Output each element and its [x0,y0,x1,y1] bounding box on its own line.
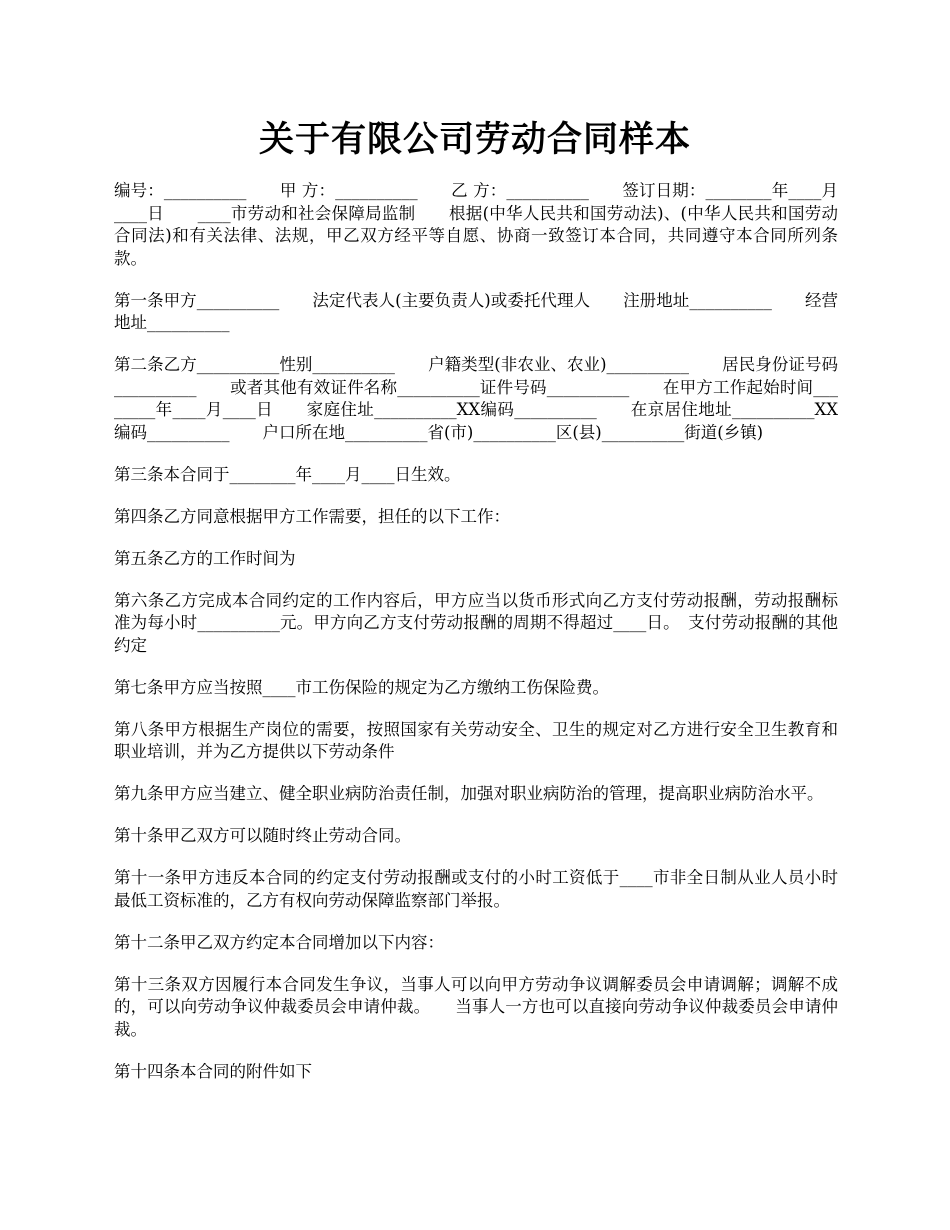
paragraph-article-10: 第十条甲乙双方可以随时终止劳动合同。 [114,826,411,845]
paragraph-article-13: 第十三条双方因履行本合同发生争议，当事人可以向甲方劳动争议调解委员会申请调解；调解不成的，可以向劳动争议仲裁委员会申请仲裁。 当事人一方也可以直接向劳动争议仲裁委员会申请仲裁。 [114,974,838,1039]
document-title: 关于有限公司劳动合同样本 [258,119,691,160]
paragraph-article-3: 第三条本合同于________年____月____日生效。 [114,464,461,484]
paragraph-article-6: 第六条乙方完成本合同约定的工作内容后，甲方应当以货币形式向乙方支付劳动报酬，劳动报酬标准为每小时__________元。甲方向乙方支付劳动报酬的周期不得超过____日。 支付劳动报酬的其他约定 [114,590,838,655]
paragraph-article-5: 第五条乙方的工作时间为 [114,548,296,568]
paragraph-article-12: 第十二条甲乙双方约定本合同增加以下内容： [114,932,444,952]
paragraph-article-11: 第十一条甲方违反本合同的约定支付劳动报酬或支付的小时工资低于____市非全日制从业人员小时最低工资标准的，乙方有权向劳动保障监察部门举报。 [114,868,838,910]
paragraph-article-8: 第八条甲方根据生产岗位的需要，按照国家有关劳动安全、卫生的规定对乙方进行安全卫生教育和职业培训，并为乙方提供以下劳动条件 [114,719,838,761]
paragraph-article-14: 第十四条本合同的附件如下 [114,1061,312,1081]
paragraph-article-1: 第一条甲方__________ 法定代表人(主要负责人)或委托代理人 注册地址__________ 经营地址__________ [114,290,838,332]
document-body [114,180,838,1103]
paragraph-article-2: 第二条乙方__________性别__________ 户籍类型(非农业、农业)__________ 居民身份证号码__________ 或者其他有效证件名称__________证件号码__________ 在甲方工作起始时间________年____月____日 家庭住址__________XX编码__________ 在京居住地址__________XX编码__________ 户口所在地__________省(市)__________区(县)__________街道(乡镇) [114,355,838,442]
paragraph-article-7: 第七条甲方应当按照____市工伤保险的规定为乙方缴纳工伤保险费。 [114,677,609,697]
paragraph-article-4: 第四条乙方同意根据甲方工作需要，担任的以下工作： [114,506,510,526]
paragraph-article-9: 第九条甲方应当建立、健全职业病防治责任制，加强对职业病防治的管理，提高职业病防治水平。 [114,784,824,803]
paragraph-preamble: 编号：__________ 甲 方：__________ 乙 方：__________ 签订日期：________年____月____日 ____市劳动和社会保障局监制 根据(中华人民共和国劳动法)、(中华人民共和国劳动合同法)和有关法律、法规，甲乙双方经平等自愿、协商一致签订本合同，共同遵守本合同所列条款。 [114,181,838,268]
